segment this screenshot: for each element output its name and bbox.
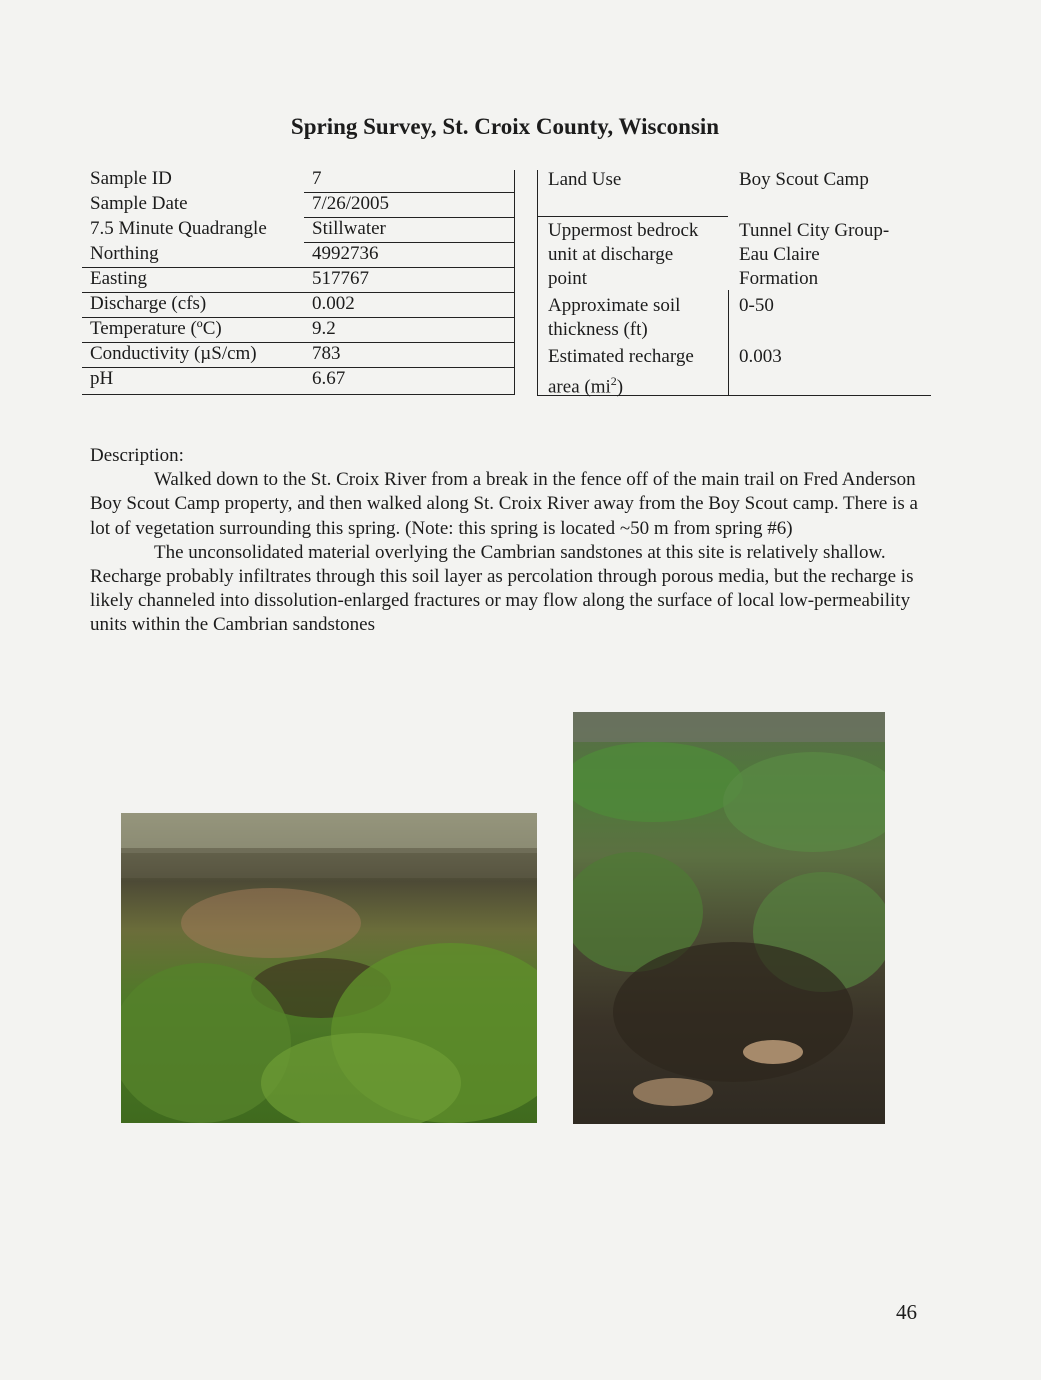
row-value: 0.002 (312, 293, 355, 314)
recharge-label: Estimated recharge (548, 346, 694, 367)
row-label: Sample ID (90, 168, 172, 189)
row-value: 783 (312, 343, 341, 364)
table-grid-lines (82, 166, 516, 398)
recharge-unit-suffix: ) (616, 376, 624, 398)
table-divider (728, 290, 729, 396)
recharge-unit-prefix: area (mi (548, 376, 611, 398)
row-label: Conductivity (µS/cm) (90, 343, 257, 364)
spring-photo-ferns (121, 813, 537, 1123)
description-heading: Description: (90, 445, 184, 466)
photo-illustration (121, 813, 537, 1123)
row-value: 7/26/2005 (312, 193, 390, 214)
description-section (90, 444, 920, 638)
row-value: 7 (312, 168, 322, 189)
table-divider (537, 216, 728, 217)
row-value: 9.2 (312, 318, 336, 339)
row-label: Easting (90, 268, 147, 289)
page-title: Spring Survey, St. Croix County, Wisconsin (290, 114, 720, 139)
land-use-value: Boy Scout Camp (739, 169, 869, 190)
row-value: Stillwater (312, 218, 386, 239)
row-label: Discharge (cfs) (90, 293, 207, 314)
recharge-unit-exponent: 2 (610, 374, 617, 388)
photo-illustration (573, 712, 885, 1124)
description-paragraph: The unconsolidated material overlying the Cambrian sandstones at this site is relatively shallow. Recharge probably infiltrates through this soil layer as percolation through porous media, but the recharge is likely channeled into dissolution-enlarged fractures or may flow along the surface of local low-permeability units within the Cambrian sandstones (90, 541, 914, 636)
row-value: 6.67 (312, 368, 346, 389)
row-label: 7.5 Minute Quadrangle (90, 218, 267, 239)
recharge-value: 0.003 (739, 346, 782, 367)
soil-value: 0-50 (739, 295, 774, 316)
description-paragraph: Walked down to the St. Croix River from a break in the fence off of the main trail on Fred Anderson Boy Scout Camp property, and then walked along St. Croix River away from the Boy Scout camp. There is a lot of vegetation surrounding this spring. (Note: this spring is located ~50 m from spring #6) (90, 469, 918, 539)
soil-label: Approximate soil (548, 295, 681, 316)
land-use-label: Land Use (548, 169, 622, 190)
bedrock-value: Formation (739, 268, 819, 289)
page-number: 46 (896, 1300, 917, 1324)
row-label: pH (90, 368, 114, 389)
row-value: 517767 (312, 268, 369, 289)
geology-table (537, 166, 931, 398)
row-label: Northing (90, 243, 159, 264)
soil-label: thickness (ft) (548, 319, 648, 340)
row-value: 4992736 (312, 243, 379, 264)
bedrock-label: point (548, 268, 588, 289)
site-data-table (82, 166, 516, 391)
spring-photo-streambed (573, 712, 885, 1124)
row-label: Temperature (ºC) (90, 318, 222, 339)
bedrock-value: Tunnel City Group- (739, 220, 890, 241)
table-divider (537, 170, 538, 396)
bedrock-value: Eau Claire (739, 244, 820, 265)
row-label: Sample Date (90, 193, 188, 214)
bedrock-label: unit at discharge (548, 244, 674, 265)
bedrock-label: Uppermost bedrock (548, 220, 699, 241)
recharge-label (548, 369, 623, 400)
